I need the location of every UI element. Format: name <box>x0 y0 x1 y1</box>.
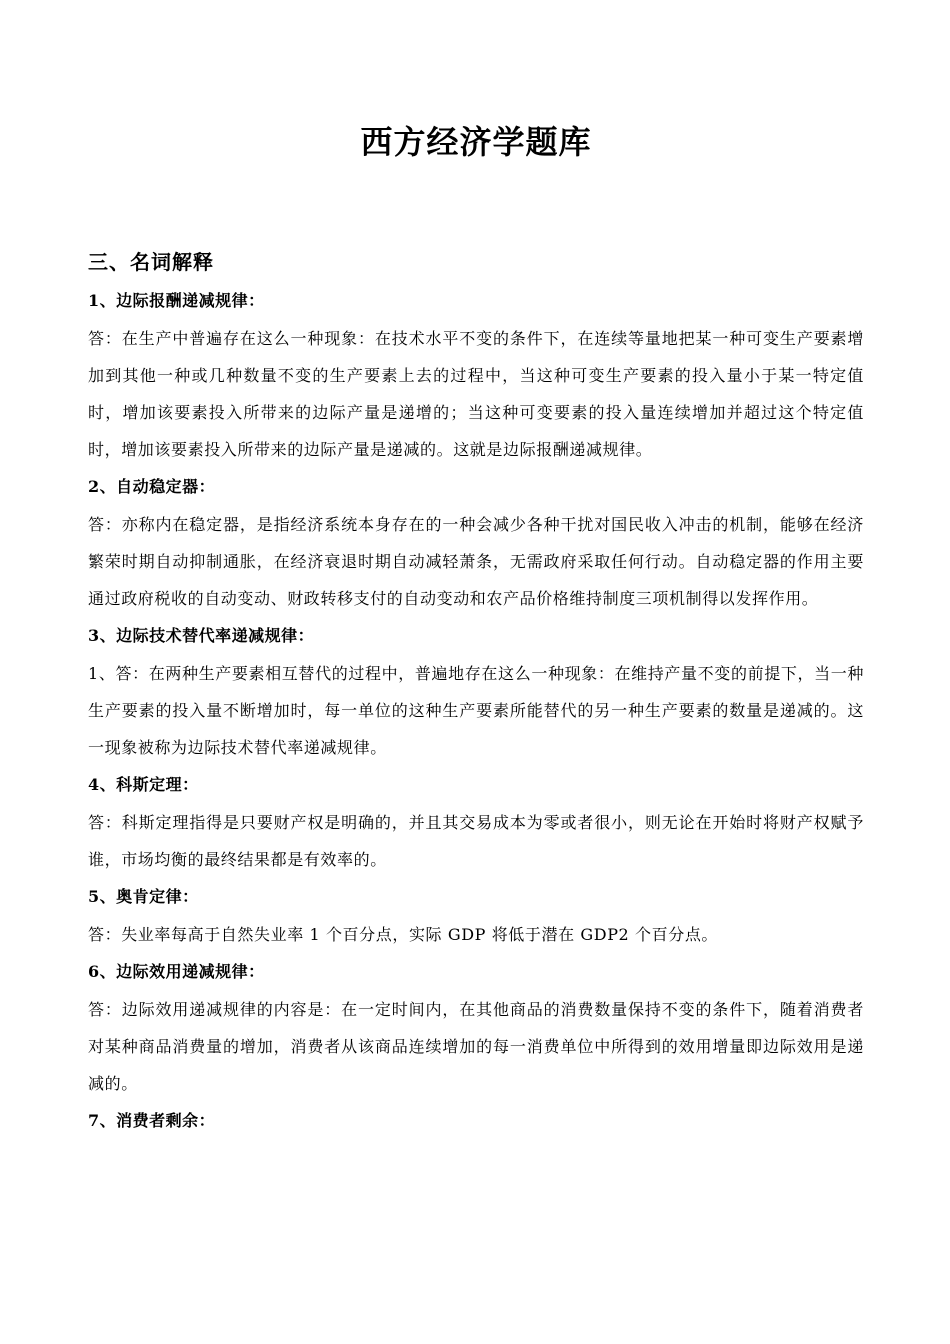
term-item <box>88 468 864 617</box>
term-answer: 答：科斯定理指得是只要财产权是明确的，并且其交易成本为零或者很小，则无论在开始时将财产权赋予谁，市场均衡的最终结果都是有效率的。 <box>88 813 864 869</box>
term-title: 6、边际效用递减规律： <box>88 962 265 981</box>
term-title: 4、科斯定理： <box>88 775 199 794</box>
term-item <box>88 953 864 1102</box>
term-item <box>88 1102 864 1140</box>
term-answer: 答：失业率每高于自然失业率 1 个百分点，实际 GDP 将低于潜在 GDP2 个百分点。 <box>88 925 719 944</box>
term-answer: 1、答：在两种生产要素相互替代的过程中，普遍地存在这么一种现象：在维持产量不变的前提下，当一种生产要素的投入量不断增加时，每一单位的这种生产要素所能替代的另一种生产要素的数量是递减的。这一现象被称为边际技术替代率递减规律。 <box>88 664 864 757</box>
term-title: 1、边际报酬递减规律： <box>88 291 265 310</box>
term-answer: 答：边际效用递减规律的内容是：在一定时间内，在其他商品的消费数量保持不变的条件下，随着消费者对某种商品消费量的增加，消费者从该商品连续增加的每一消费单位中所得到的效用增量即边际效用是递减的。 <box>88 1000 864 1093</box>
term-title: 7、消费者剩余： <box>88 1111 216 1130</box>
term-item <box>88 766 864 878</box>
term-item <box>88 878 864 953</box>
term-answer: 答：在生产中普遍存在这么一种现象：在技术水平不变的条件下，在连续等量地把某一种可变生产要素增加到其他一种或几种数量不变的生产要素上去的过程中，当这种可变生产要素的投入量小于某一特定值时，增加该要素投入所带来的边际产量是递增的；当这种可变要素的投入量连续增加并超过这个特定值时，增加该要素投入所带来的边际产量是递减的。这就是边际报酬递减规律。 <box>88 329 864 459</box>
document-title: 西方经济学题库 <box>360 123 592 161</box>
term-item <box>88 617 864 766</box>
term-item <box>88 282 864 468</box>
term-title: 3、边际技术替代率递减规律： <box>88 626 315 645</box>
term-answer: 答：亦称内在稳定器，是指经济系统本身存在的一种会减少各种干扰对国民收入冲击的机制，能够在经济繁荣时期自动抑制通胀，在经济衰退时期自动减轻萧条，无需政府采取任何行动。自动稳定器的作用主要通过政府税收的自动变动、财政转移支付的自动变动和农产品价格维持制度三项机制得以发挥作用。 <box>88 515 864 608</box>
term-title: 2、自动稳定器： <box>88 477 216 496</box>
term-title: 5、奥肯定律： <box>88 887 199 906</box>
section-heading: 三、名词解释 <box>88 250 214 274</box>
